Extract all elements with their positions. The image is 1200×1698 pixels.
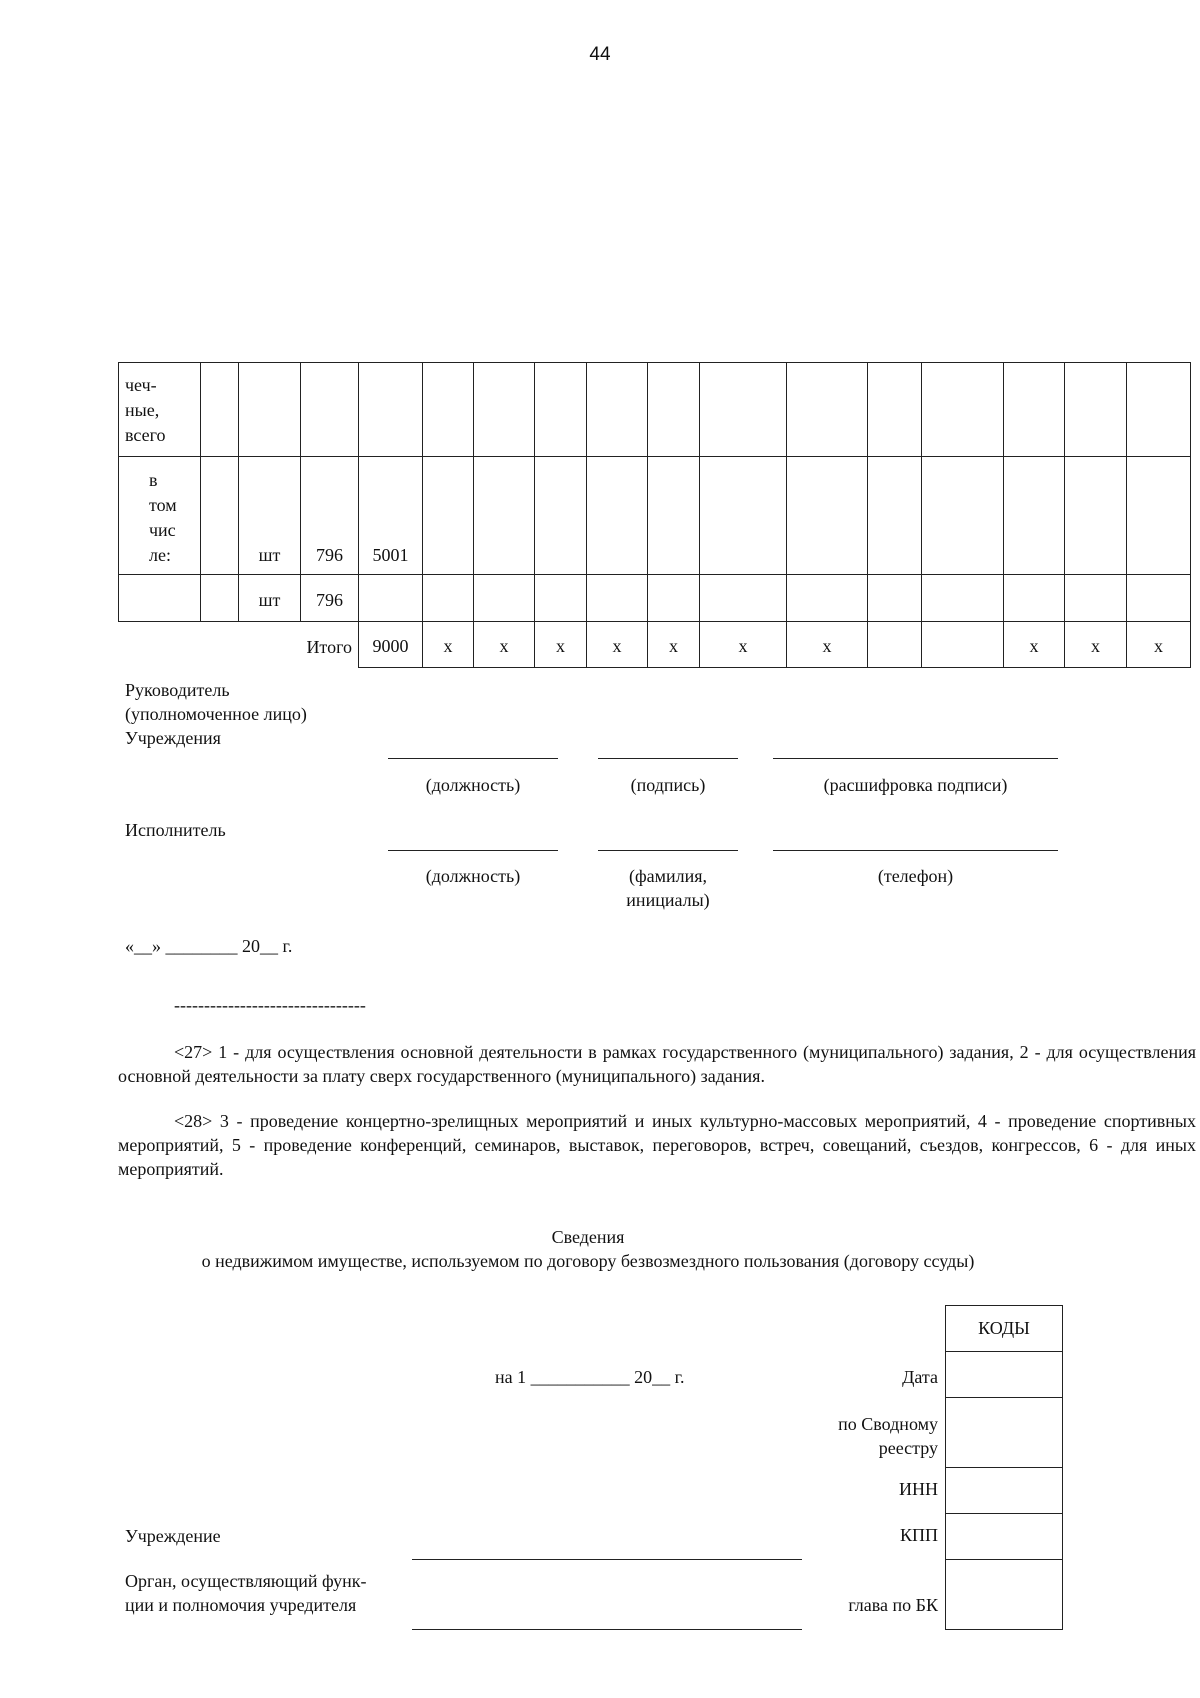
founder-line: [412, 1629, 802, 1630]
unit-cell: шт: [239, 457, 301, 575]
footnote-27: <27> 1 - для осуществления основной деятельности в рамках государственного (муниципального) задания, 2 - для осуществления основной деятельности за плату сверх государственного (муниципального) задания.: [118, 1042, 1196, 1086]
code-registry: [946, 1398, 1063, 1468]
label-glava: глава по БК: [848, 1595, 938, 1615]
total-mark: x: [1065, 622, 1127, 668]
caption-executor-phone: (телефон): [877, 866, 954, 886]
code-date: [946, 1352, 1063, 1398]
okei-cell: 796: [301, 457, 359, 575]
executor-phone-line: [773, 850, 1058, 851]
caption-executor-name: (фамилия, инициалы): [626, 866, 710, 910]
label-inn: ИНН: [899, 1479, 938, 1499]
page-number: 44: [589, 44, 611, 65]
total-mark: x: [648, 622, 700, 668]
signature-date: «__» ________ 20__ г.: [125, 936, 293, 956]
executor-name-line: [598, 850, 738, 851]
executor-label: Исполнитель: [125, 820, 226, 840]
label-kpp: КПП: [899, 1525, 938, 1545]
total-mark: x: [700, 622, 787, 668]
total-mark: x: [423, 622, 474, 668]
table-row: [119, 457, 1191, 575]
row-label: чеч- ные, всего: [119, 363, 201, 457]
caption-signature: (подпись): [630, 775, 706, 795]
decode-line: [773, 758, 1058, 759]
section-title: Сведения: [551, 1227, 625, 1247]
label-date: Дата: [902, 1367, 938, 1387]
okei-cell: 796: [301, 575, 359, 622]
table-row: [119, 363, 1191, 457]
head-label: Руководитель (уполномоченное лицо) Учреждения: [125, 680, 307, 748]
caption-position: (должность): [425, 775, 521, 795]
unit-cell: шт: [239, 575, 301, 622]
value-cell: 5001: [359, 457, 423, 575]
total-mark: x: [1127, 622, 1191, 668]
total-mark: x: [1004, 622, 1065, 668]
caption-executor-position: (должность): [425, 866, 521, 886]
code-kpp: [946, 1514, 1063, 1560]
codes-header: КОДЫ: [946, 1306, 1063, 1352]
caption-decode: (расшифровка подписи): [823, 775, 1008, 795]
footnote-separator: --------------------------------: [174, 995, 366, 1015]
institution-line: [412, 1559, 802, 1560]
row-label: в том чис ле:: [119, 457, 201, 575]
total-mark: [922, 622, 1004, 668]
report-date-line: на 1 ___________ 20__ г.: [495, 1367, 685, 1387]
total-row: [119, 622, 1191, 668]
total-value: 9000: [359, 622, 423, 668]
label-registry: по Сводному реестру: [838, 1414, 938, 1458]
total-mark: [868, 622, 922, 668]
property-table: [118, 362, 1191, 668]
code-glava: [946, 1560, 1063, 1630]
total-mark: x: [787, 622, 868, 668]
executor-position-line: [388, 850, 558, 851]
section-subtitle: о недвижимом имуществе, используемом по договору безвозмездного пользования (договору ссуды): [201, 1251, 975, 1271]
footnote-28: <28> 3 - проведение концертно-зрелищных мероприятий и иных культурно-массовых мероприятий, 4 - проведение спортивных мероприятий, 5 - проведение конференций, семинаров, выставок, переговоров, встреч, совещаний, съездов, конгрессов, 6 - для иных мероприятий.: [118, 1111, 1196, 1179]
founder-label: Орган, осуществляющий функ- ции и полномочия учредителя: [125, 1571, 367, 1615]
institution-label: Учреждение: [125, 1526, 221, 1546]
total-mark: x: [474, 622, 535, 668]
total-mark: x: [535, 622, 587, 668]
table-row: [119, 575, 1191, 622]
signature-line: [598, 758, 738, 759]
code-inn: [946, 1468, 1063, 1514]
position-line: [388, 758, 558, 759]
codes-table: [945, 1305, 1063, 1630]
total-mark: x: [587, 622, 648, 668]
total-label: Итого: [301, 622, 359, 668]
